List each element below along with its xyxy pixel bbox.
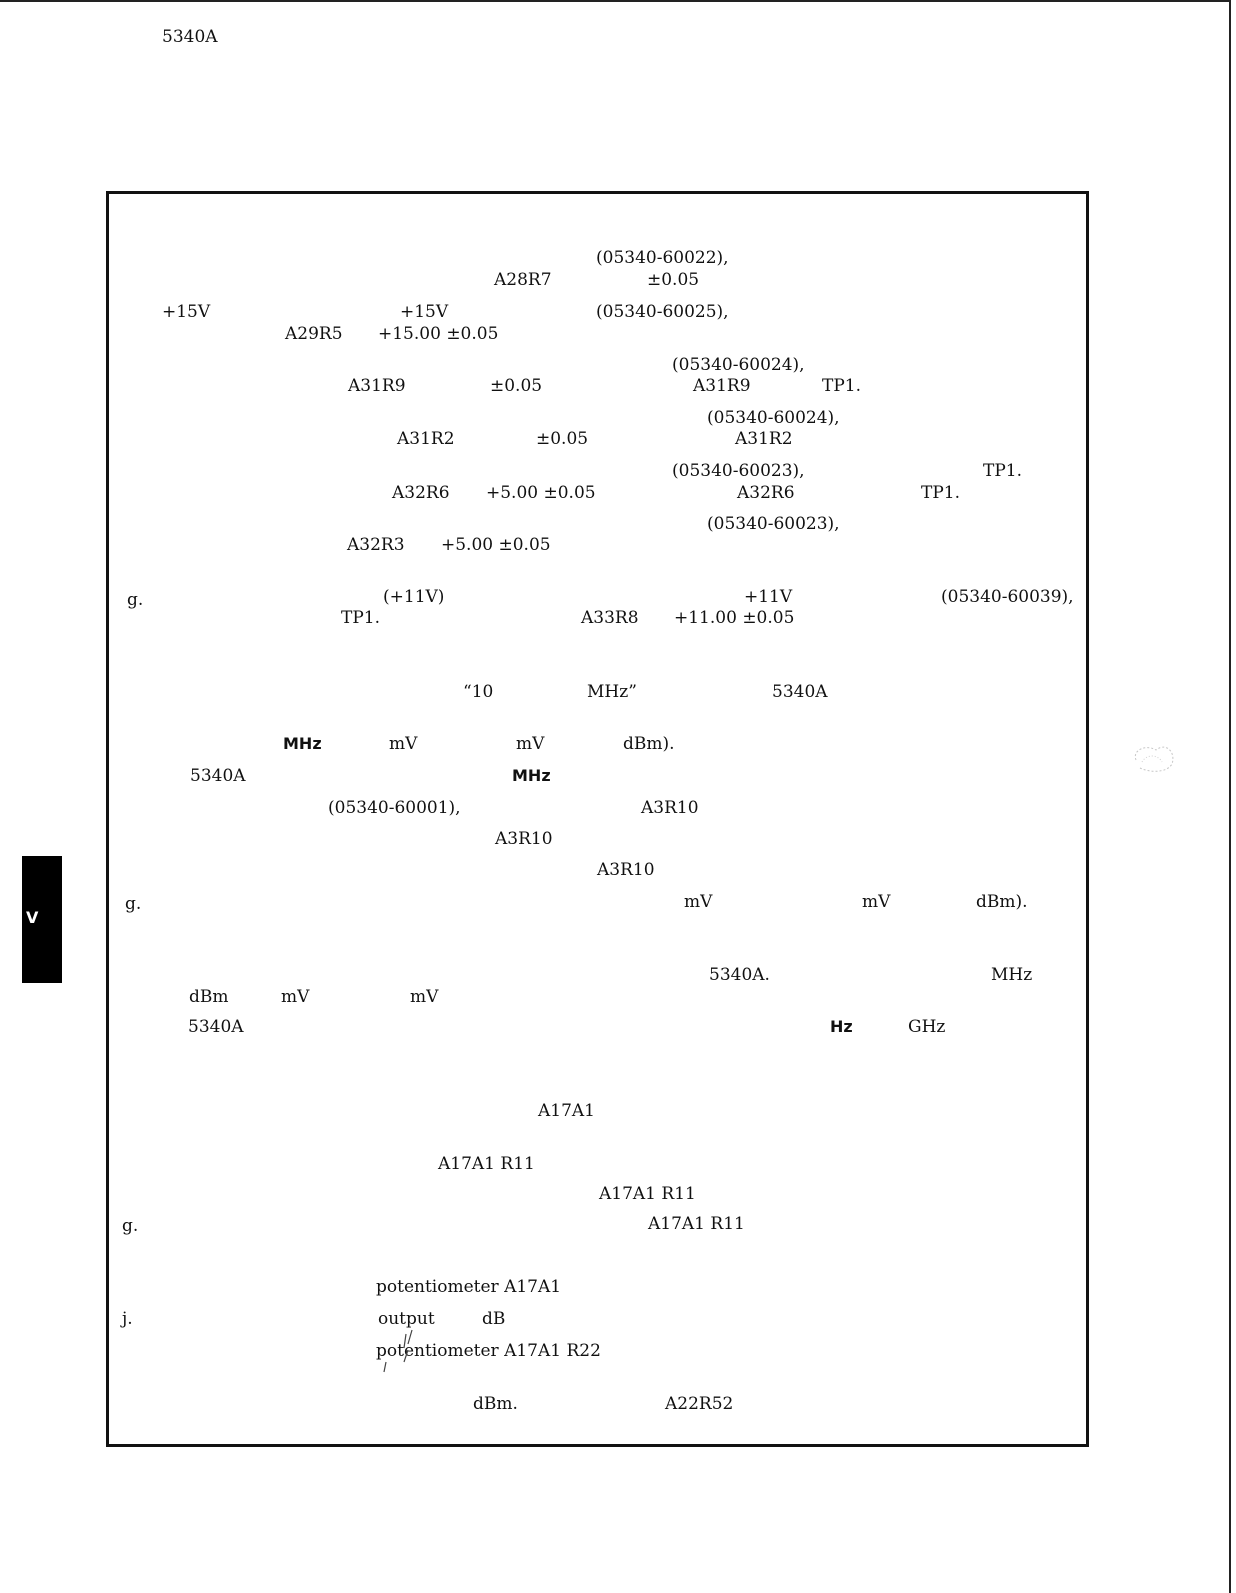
text-fragment: A3R10 (597, 860, 655, 880)
text-fragment: A28R7 (494, 270, 552, 290)
text-fragment: (05340-60025), (596, 302, 729, 322)
pen-mark (378, 1328, 428, 1376)
text-fragment: MHz (512, 766, 551, 785)
text-fragment: dB (482, 1309, 506, 1329)
text-fragment: A31R9 (693, 376, 751, 396)
text-fragment: MHz” (587, 682, 637, 702)
text-fragment: A31R2 (735, 429, 793, 449)
text-fragment: +11.00 ±0.05 (674, 608, 795, 628)
text-fragment: +15V (400, 302, 449, 322)
procedure-frame (106, 191, 1089, 1447)
text-fragment: GHz (908, 1017, 946, 1037)
text-fragment: A17A1 R11 (599, 1184, 696, 1204)
text-fragment: 5340A. (709, 965, 770, 985)
text-fragment: (05340-60039), (941, 587, 1074, 607)
text-fragment: “10 (463, 682, 494, 702)
text-fragment: A32R3 (347, 535, 405, 555)
text-fragment: potentiometer A17A1 R22 (376, 1341, 601, 1361)
text-fragment: (+11V) (383, 587, 445, 607)
text-fragment: mV (281, 987, 310, 1007)
text-fragment: +5.00 ±0.05 (441, 535, 551, 555)
text-fragment: g. (125, 894, 142, 914)
text-fragment: TP1. (921, 483, 960, 503)
text-fragment: TP1. (341, 608, 380, 628)
text-fragment: 5340A (772, 682, 828, 702)
text-fragment: A29R5 (285, 324, 343, 344)
text-fragment: dBm (189, 987, 229, 1007)
text-fragment: (05340-60023), (672, 461, 805, 481)
text-fragment: (05340-60024), (707, 408, 840, 428)
text-fragment: A17A1 (538, 1101, 596, 1121)
text-fragment: +15V (162, 302, 211, 322)
text-fragment: A17A1 R11 (438, 1154, 535, 1174)
section-tab-label: V (26, 908, 39, 927)
page-right-edge (1229, 0, 1231, 1593)
text-fragment: A3R10 (495, 829, 553, 849)
text-fragment: ±0.05 (490, 376, 543, 396)
text-fragment: g. (122, 1216, 139, 1236)
text-fragment: A32R6 (392, 483, 450, 503)
text-fragment: ±0.05 (536, 429, 589, 449)
text-fragment: mV (684, 892, 713, 912)
text-fragment: TP1. (822, 376, 861, 396)
page-header-model: 5340A (162, 27, 218, 47)
text-fragment: mV (410, 987, 439, 1007)
text-fragment: dBm). (623, 734, 675, 754)
text-fragment: g. (127, 590, 144, 610)
text-fragment: MHz (991, 965, 1033, 985)
text-fragment: mV (862, 892, 891, 912)
text-fragment: mV (389, 734, 418, 754)
text-fragment: (05340-60023), (707, 514, 840, 534)
text-fragment: A32R6 (737, 483, 795, 503)
text-fragment: A33R8 (581, 608, 639, 628)
text-fragment: (05340-60001), (328, 798, 461, 818)
text-fragment: ±0.05 (647, 270, 700, 290)
text-fragment: A31R9 (348, 376, 406, 396)
text-fragment: +15.00 ±0.05 (378, 324, 499, 344)
text-fragment: (05340-60024), (672, 355, 805, 375)
text-fragment: A22R52 (665, 1394, 734, 1414)
text-fragment: +11V (744, 587, 793, 607)
scan-smudge (1126, 738, 1178, 778)
page-top-edge (0, 0, 1230, 2)
text-fragment: A31R2 (397, 429, 455, 449)
text-fragment: Hz (830, 1017, 853, 1036)
text-fragment: A17A1 R11 (648, 1214, 745, 1234)
text-fragment: (05340-60022), (596, 248, 729, 268)
text-fragment: mV (516, 734, 545, 754)
text-fragment: 5340A (188, 1017, 244, 1037)
text-fragment: output (378, 1309, 435, 1329)
text-fragment: A3R10 (641, 798, 699, 818)
text-fragment: potentiometer A17A1 (376, 1277, 562, 1297)
text-fragment: MHz (283, 734, 322, 753)
section-tab (22, 856, 62, 983)
text-fragment: 5340A (190, 766, 246, 786)
text-fragment: dBm. (473, 1394, 518, 1414)
text-fragment: j. (122, 1309, 133, 1329)
text-fragment: dBm). (976, 892, 1028, 912)
text-fragment: +5.00 ±0.05 (486, 483, 596, 503)
text-fragment: TP1. (983, 461, 1022, 481)
